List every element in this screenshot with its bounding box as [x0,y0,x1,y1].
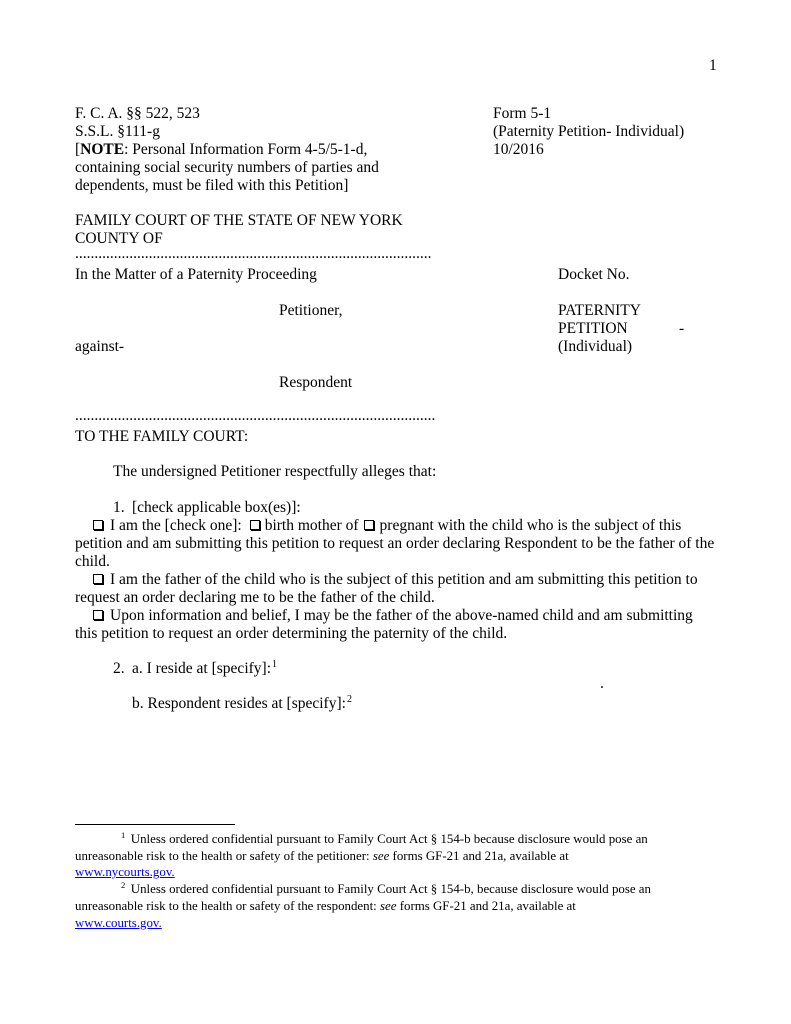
option-father-continued: request an order declaring me to be the father of the child. [75,589,435,606]
residence-trailing-period: . [600,675,604,692]
caption-separator-bottom: ............................................................................................. [75,407,436,424]
footnote-1-line [75,864,175,881]
note-text: : Personal Information Form 4-5/5-1-d, [124,141,368,158]
checkbox-pregnant[interactable] [364,520,374,530]
footnote-2-line [75,898,576,915]
option-mother-continued: child. [75,553,110,570]
footnote-1-text: forms GF-21 and 21a, available at [392,849,569,863]
allegation-1-instruction: [check applicable box(es)]: [132,499,301,516]
footnote-1-line [121,831,648,849]
footnote-1-line [75,848,569,865]
document-title-line: PATERNITY [558,302,641,319]
option-possible-father-continued: this petition to request an order determining the paternity of the child. [75,625,508,642]
filing-note-continued: dependents, must be filed with this Petition] [75,177,349,194]
checkbox-possible-father-option[interactable] [93,610,103,620]
statute-citation-ssl: S.S.L. §111-g [75,123,160,140]
form-name: (Paternity Petition- Individual) [493,123,685,140]
petitioner-label: Petitioner, [279,302,343,319]
footnote-1-marker: 1 [121,830,126,840]
salutation: TO THE FAMILY COURT: [75,428,249,445]
filing-note-continued: containing social security numbers of parties and [75,159,379,176]
option-mother-label: I am the [check one]: [110,517,242,534]
county-label: COUNTY OF [75,230,163,247]
form-revision-date: 10/2016 [493,141,544,158]
footnote-1-text: unreasonable risk to the health or safety of the petitioner: [75,849,370,863]
option-mother-continued: petition and am submitting this petition to request an order declaring Respondent to be the father of the [75,535,715,552]
matter-title: In the Matter of a Paternity Proceeding [75,266,317,283]
footnote-2-text: unreasonable risk to the health or safety of the respondent: [75,899,377,913]
note-open-bracket: [ [75,141,81,158]
respondent-residence-label: b. Respondent resides at [specify]: [132,695,346,712]
footnote-2-line [75,915,162,932]
footnote-2-see: see [380,899,397,913]
respondent-residence-line [132,695,352,715]
option-mother-line [93,517,681,535]
checkbox-father-option[interactable] [93,574,103,584]
petitioner-residence-label: a. I reside at [specify]: [132,660,272,677]
footnote-2-text: Unless ordered confidential pursuant to Family Court Act § 154-b, because disclosure would pose an [130,882,651,896]
docket-number-label: Docket No. [558,266,630,283]
footnote-1-text: Unless ordered confidential pursuant to Family Court Act § 154-b because disclosure would pose an [130,832,648,846]
respondent-label: Respondent [279,374,353,391]
option-mother-text: the child who is the subject of this [469,517,682,534]
checkbox-birth-mother[interactable] [250,520,260,530]
footnote-2-text: forms GF-21 and 21a, available at [399,899,576,913]
footnote-2-line [121,881,651,899]
page-number: 1 [709,57,717,74]
option-possible-father-line [93,607,693,625]
allegation-2-number: 2. [113,660,125,677]
option-possible-father-label: Upon information and belief, I may be the father of the above-named child and am submitting [110,607,693,624]
caption-separator-top: ............................................................................................ [75,245,432,262]
allegation-1-number: 1. [113,499,125,516]
checkbox-mother-option[interactable] [93,520,103,530]
choice-birth-mother-label: birth mother of [264,517,359,534]
footnote-2-marker: 2 [121,880,126,890]
footnote-reference: 1 [272,659,278,670]
note-label: NOTE [80,141,125,158]
intro-statement: The undersigned Petitioner respectfully alleges that: [113,463,437,480]
statute-citation-fca: F. C. A. §§ 522, 523 [75,105,200,122]
form-number: Form 5-1 [493,105,552,122]
footnote-1-see: see [372,849,390,863]
court-name: FAMILY COURT OF THE STATE OF NEW YORK [75,212,403,229]
footnote-separator [75,824,235,825]
document-title-line: (Individual) [558,338,633,355]
against-label: against- [75,338,125,355]
document-title-dash: - [679,320,685,337]
filing-note [75,141,367,159]
choice-pregnant-label: pregnant with [379,517,466,534]
option-father-line [93,571,698,589]
option-father-label: I am the father of the child who is the subject of this petition and am submitting this petition to [110,571,698,588]
nycourts-link[interactable]: www.nycourts.gov. [75,865,175,879]
document-title-line: PETITION [558,320,628,337]
petitioner-residence-line [132,660,277,680]
courts-link[interactable]: www.courts.gov. [75,916,162,930]
footnote-reference: 2 [346,694,352,705]
